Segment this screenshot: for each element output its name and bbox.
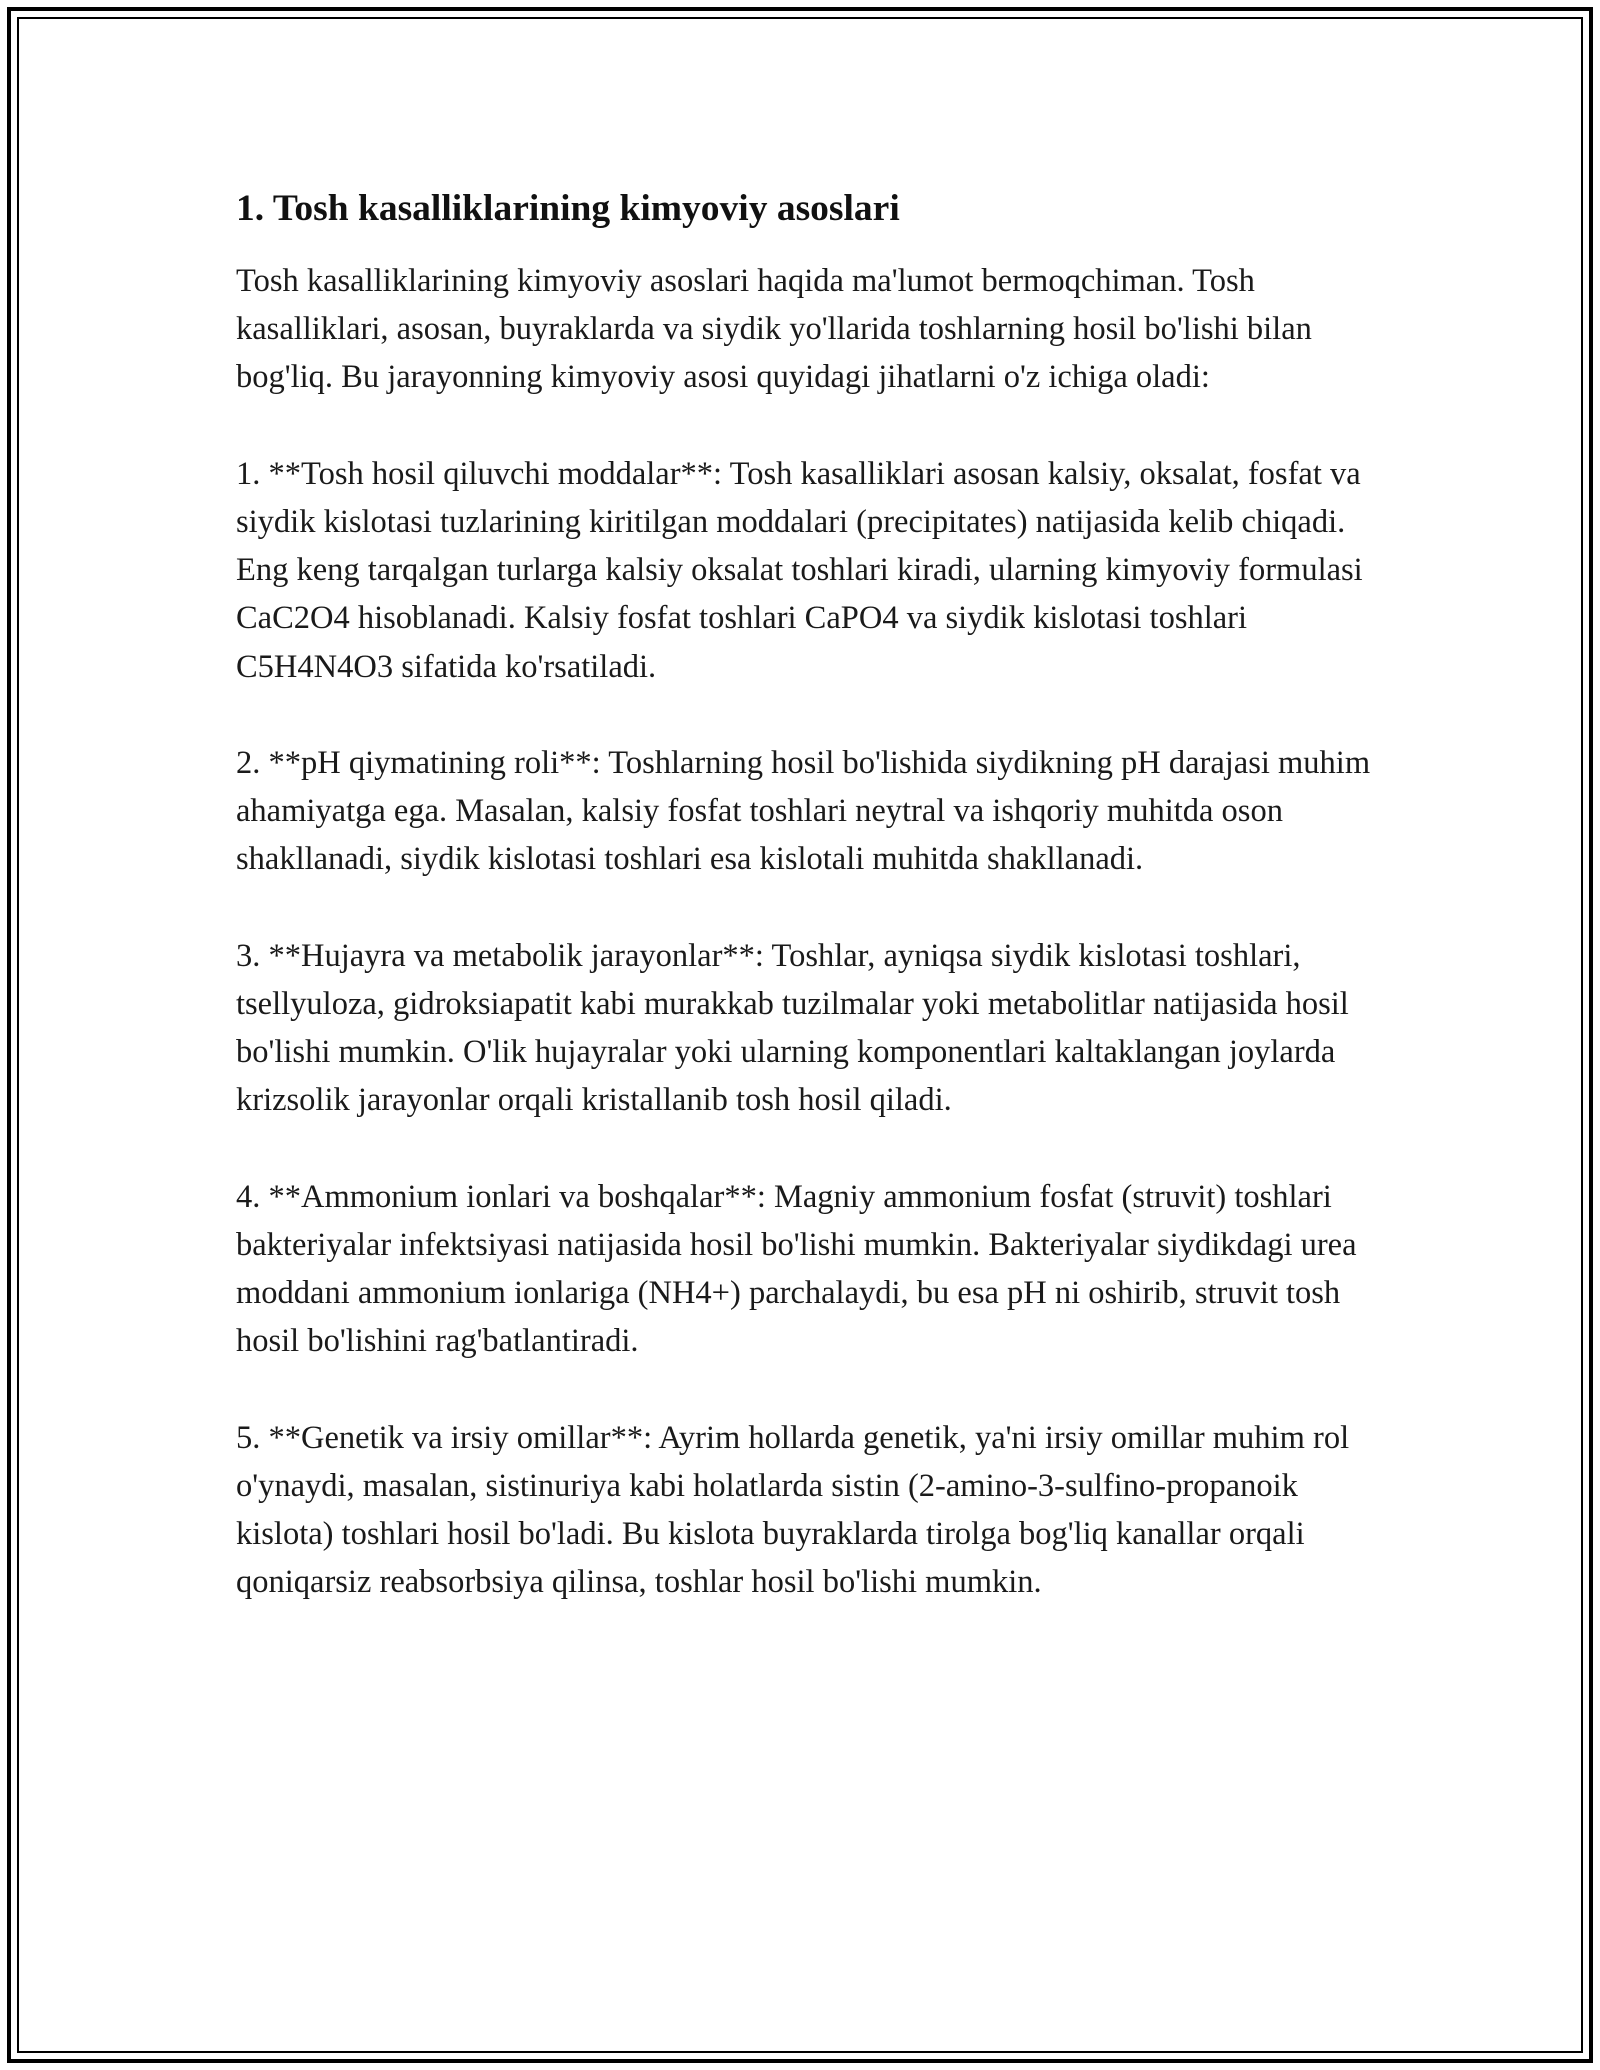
list-item-genetic-factors: 5. **Genetik va irsiy omillar**: Ayrim hollarda genetik, ya'ni irsiy omillar muhim rol o'ynaydi, masalan, sistinuriya kabi holatlarda sistin (2-amino-3-sulfino-propanoik kislota) toshlari hosil bo'ladi. Bu kislota buyraklarda tirolga bog'liq kanallar orqali qoniqarsiz reabsorbsiya qilinsa, toshlar hosil bo'lishi mumkin.: [236, 1419, 1350, 1601]
document-body: [236, 185, 1381, 1655]
list-item-ph-role: 2. **pH qiymatining roli**: Toshlarning hosil bo'lishida siydikning pH darajasi muhim ahamiyatga ega. Masalan, kalsiy fosfat toshlari neytral va ishqoriy muhitda oson shakllanadi, siydik kislotasi toshlari esa kislotali muhitda shakllanadi.: [236, 745, 1371, 878]
list-item-cellular-metabolic: 3. **Hujayra va metabolik jarayonlar**: Toshlar, ayniqsa siydik kislotasi toshlari, tsellyuloza, gidroksiapatit kabi murakkab tuzilmalar yoki metabolitlar natijasida hosil bo'lishi mumkin. O'lik hujayralar yoki ularning komponentlari kaltaklangan joylarda krizsolik jarayonlar orqali kristallanib tosh hosil qiladi.: [236, 937, 1349, 1119]
list-item-stone-forming-substances: 1. **Tosh hosil qiluvchi moddalar**: Tosh kasalliklari asosan kalsiy, oksalat, fosfat va siydik kislotasi tuzlarining kiritilgan moddalari (precipitates) natijasida kelib chiqadi. Eng keng tarqalgan turlarga kalsiy oksalat toshlari kiradi, ularning kimyoviy formulasi CaC2O4 hisoblanadi. Kalsiy fosfat toshlari CaPO4 va siydik kislotasi toshlari C5H4N4O3 sifatida ko'rsatiladi.: [236, 455, 1363, 685]
list-item-ammonium-ions: 4. **Ammonium ionlari va boshqalar**: Magniy ammonium fosfat (struvit) toshlari bakteriyalar infektsiyasi natijasida hosil bo'lishi mumkin. Bakteriyalar siydikdagi urea moddani ammonium ionlariga (NH4+) parchalaydi, bu esa pH ni oshirib, struvit tosh hosil bo'lishini rag'batlantiradi.: [236, 1178, 1357, 1360]
intro-paragraph: Tosh kasalliklarining kimyoviy asoslari haqida ma'lumot bermoqchiman. Tosh kasalliklari, asosan, buyraklarda va siydik yo'llarida toshlarning hosil bo'lishi bilan bog'liq. Bu jarayonning kimyoviy asosi quyidagi jihatlarni o'z ichiga oladi:: [236, 263, 1312, 396]
section-heading: 1. Tosh kasalliklarining kimyoviy asoslari: [236, 188, 900, 229]
